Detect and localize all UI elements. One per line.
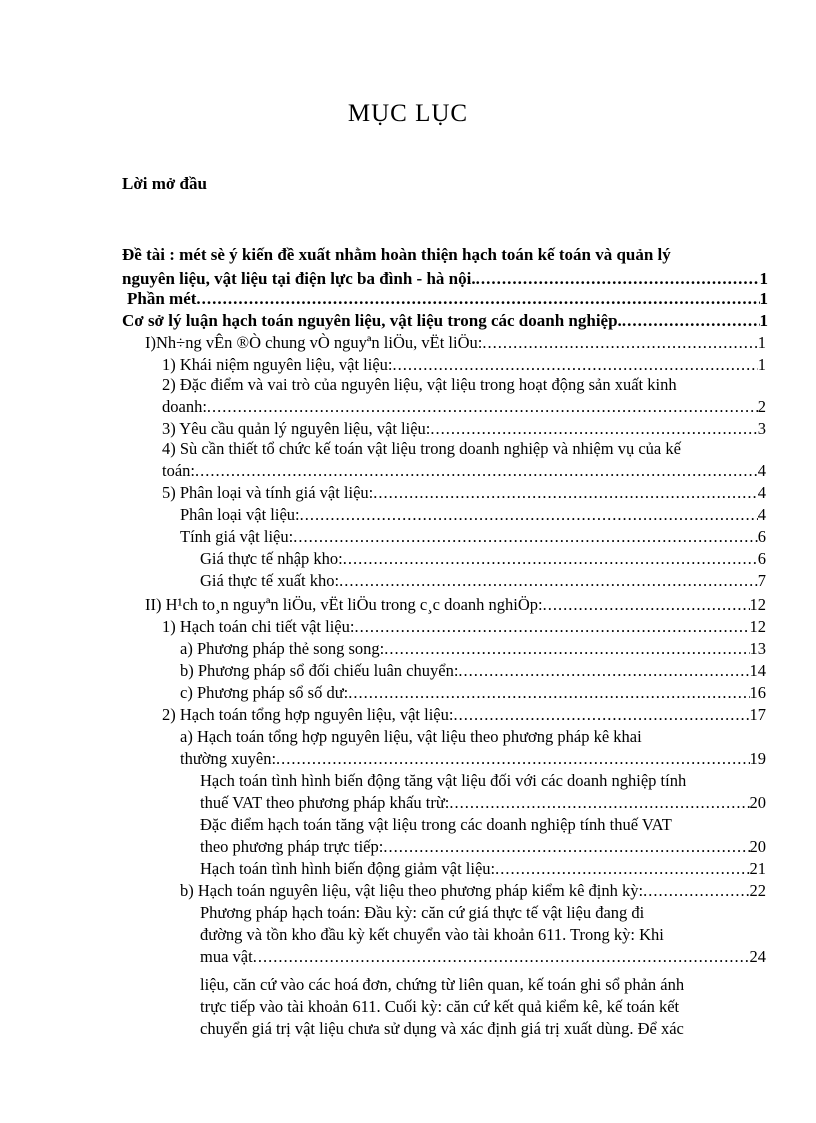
toc-entry <box>162 354 766 376</box>
toc-entry <box>200 570 766 592</box>
toc-page-number: 19 <box>749 749 766 768</box>
toc-entry-text: II) H¹ch to¸n nguyªn liÖu, vËt liÖu trong c¸c doanh nghiÖp: <box>145 595 543 614</box>
toc-leader-dots <box>543 594 750 616</box>
toc-page-number: 14 <box>749 661 766 680</box>
toc-entry-continued <box>200 814 672 836</box>
toc-page-number: 1 <box>759 269 768 288</box>
toc-leader-dots <box>383 836 749 858</box>
toc-entry <box>200 946 766 968</box>
toc-entry-continued <box>200 974 684 996</box>
toc-entry <box>200 858 766 880</box>
toc-entry <box>180 748 766 770</box>
toc-leader-dots <box>449 792 749 814</box>
toc-entry-text: Đặc điểm hạch toán tăng vật liệu trong các doanh nghiệp tính thuế VAT <box>200 815 672 834</box>
toc-entry-topic <box>122 268 768 290</box>
toc-leader-dots <box>354 616 749 638</box>
toc-entry <box>162 616 766 638</box>
toc-entry-continued <box>162 438 681 460</box>
toc-entry-text: nguyên liệu, vật liệu tại điện lực ba đình - hà nội. <box>122 269 476 288</box>
toc-entry-continued <box>200 902 644 924</box>
toc-entry-text: doanh: <box>162 397 207 416</box>
toc-page-number: 12 <box>749 617 766 636</box>
toc-entry-text: Giá thực tế nhập kho: <box>200 549 343 568</box>
toc-page-number: 1 <box>757 333 766 352</box>
toc-entry-text: 5) Phân loại và tính giá vật liệu: <box>162 483 374 502</box>
toc-entry <box>180 682 766 704</box>
toc-leader-dots <box>293 526 758 548</box>
toc-page-number: 7 <box>757 571 766 590</box>
toc-entry-text: 3) Yêu cầu quản lý nguyên liệu, vật liệu: <box>162 419 431 438</box>
toc-entry <box>200 792 766 814</box>
toc-leader-dots <box>643 880 749 902</box>
toc-leader-dots <box>392 354 757 376</box>
toc-entry <box>180 660 766 682</box>
toc-entry-text: Hạch toán tình hình biến động giảm vật liệu: <box>200 859 496 878</box>
toc-entry-continued <box>162 374 677 396</box>
toc-leader-dots <box>384 638 749 660</box>
toc-page-number: 4 <box>757 505 766 524</box>
toc-entry-text: Giá thực tế xuất kho: <box>200 571 340 590</box>
toc-entry-text: chuyển giá trị vật liệu chưa sử dụng và xác định giá trị xuất dùng. Để xác <box>200 1019 684 1038</box>
toc-leader-dots <box>373 482 758 504</box>
toc-leader-dots <box>458 660 749 682</box>
toc-entry-text: 1) Hạch toán chi tiết vật liệu: <box>162 617 355 636</box>
toc-entry-text: I)Nh÷ng vÊn ®Ò chung vÒ nguyªn liÖu, vËt liÖu: <box>145 333 483 352</box>
toc-entry-text: 2) Đặc điểm và vai trò của nguyên liệu, vật liệu trong hoạt động sản xuất kinh <box>162 375 677 394</box>
toc-page-number: 1 <box>757 355 766 374</box>
toc-page-number: 4 <box>757 483 766 502</box>
toc-entry <box>122 310 768 332</box>
toc-entry-text: c) Phương pháp sổ số dư: <box>180 683 349 702</box>
toc-entry-text: thường xuyên: <box>180 749 277 768</box>
toc-entry <box>180 526 766 548</box>
toc-entry-continued <box>180 726 642 748</box>
topic-text-1: Đề tài : mét sè ý kiến đề xuất nhằm hoàn thiện hạch toán kế toán và quản lý <box>122 245 671 264</box>
toc-leader-dots <box>300 504 758 526</box>
toc-leader-dots <box>622 310 760 332</box>
toc-page-number: 1 <box>759 289 768 308</box>
toc-page-number: 13 <box>749 639 766 658</box>
toc-leader-dots <box>348 682 749 704</box>
toc-entry <box>200 836 766 858</box>
toc-entry <box>162 418 766 440</box>
toc-page-number: 3 <box>757 419 766 438</box>
toc-entry-text: mua vật <box>200 947 253 966</box>
toc-entry <box>162 460 766 482</box>
toc-entry-text: liệu, căn cứ vào các hoá đơn, chứng từ liên quan, kế toán ghi sổ phản ánh <box>200 975 685 994</box>
toc-leader-dots <box>339 570 758 592</box>
toc-entry-text: trực tiếp vào tài khoản 611. Cuối kỳ: căn cứ kết quả kiểm kê, kế toán kết <box>200 997 680 1016</box>
toc-page-number: 4 <box>757 461 766 480</box>
toc-page-number: 21 <box>749 859 766 878</box>
toc-entry-text: 4) Sù cần thiết tổ chức kế toán vật liệu trong doanh nghiệp và nhiệm vụ của kế <box>162 439 681 458</box>
toc-entry <box>145 594 766 616</box>
toc-page-number: 6 <box>757 527 766 546</box>
toc-entry-text: b) Phương pháp sổ đối chiếu luân chuyển: <box>180 661 459 680</box>
toc-entry-text: 1) Khái niệm nguyên liệu, vật liệu: <box>162 355 393 374</box>
toc-entry <box>180 504 766 526</box>
toc-entry <box>145 332 766 354</box>
toc-leader-dots <box>207 396 758 418</box>
toc-leader-dots <box>453 704 749 726</box>
toc-page-number: 22 <box>749 881 766 900</box>
intro-heading: Lời mở đầu <box>122 174 207 193</box>
toc-entry-text: theo phương pháp trực tiếp: <box>200 837 384 856</box>
toc-page-number: 6 <box>757 549 766 568</box>
toc-entry-continued <box>200 996 679 1018</box>
toc-entry <box>180 880 766 902</box>
toc-entry-text: a) Phương pháp thẻ song song: <box>180 639 385 658</box>
toc-entry-text: b) Hạch toán nguyên liệu, vật liệu theo phương pháp kiểm kê định kỳ: <box>180 881 644 900</box>
toc-entry-text: đường và tồn kho đầu kỳ kết chuyển vào tài khoản 611. Trong kỳ: Khi <box>200 925 664 944</box>
toc-page-number: 20 <box>749 793 766 812</box>
toc-page-number: 16 <box>749 683 766 702</box>
toc-entry-text: Phân loại vật liệu: <box>180 505 300 524</box>
toc-page-number: 12 <box>749 595 766 614</box>
toc-entry-text: Hạch toán tình hình biến động tăng vật liệu đối với các doanh nghiệp tính <box>200 771 687 790</box>
toc-entry <box>127 288 768 310</box>
toc-leader-dots <box>195 460 758 482</box>
toc-entry-continued <box>200 924 664 946</box>
toc-entry-text: toán: <box>162 461 195 480</box>
toc-entry <box>200 548 766 570</box>
toc-leader-dots <box>196 288 759 310</box>
toc-leader-dots <box>482 332 757 354</box>
toc-entry-text: 2) Hạch toán tổng hợp nguyên liệu, vật liệu: <box>162 705 454 724</box>
toc-page-number: 17 <box>749 705 766 724</box>
toc-leader-dots <box>253 946 750 968</box>
toc-entry <box>180 638 766 660</box>
toc-leader-dots <box>343 548 758 570</box>
toc-entry-text: Phương pháp hạch toán: Đầu kỳ: căn cứ giá thực tế vật liệu đang đi <box>200 903 645 922</box>
toc-entry-text: thuế VAT theo phương pháp khấu trừ: <box>200 793 450 812</box>
toc-leader-dots <box>476 268 760 290</box>
toc-entry-text: a) Hạch toán tổng hợp nguyên liệu, vật liệu theo phương pháp kê khai <box>180 727 642 746</box>
toc-entry <box>162 396 766 418</box>
toc-entry <box>162 704 766 726</box>
toc-leader-dots <box>430 418 757 440</box>
toc-entry <box>162 482 766 504</box>
page-title: MỤC LỤC <box>347 100 469 127</box>
toc-entry-text: Cơ sở lý luận hạch toán nguyên liệu, vật liệu trong các doanh nghiệp. <box>122 311 622 330</box>
toc-entry-text: Tính giá vật liệu: <box>180 527 294 546</box>
toc-page-number: 1 <box>759 311 768 330</box>
toc-page-number: 20 <box>749 837 766 856</box>
toc-leader-dots <box>495 858 749 880</box>
toc-leader-dots <box>276 748 749 770</box>
toc-entry-continued <box>200 1018 684 1040</box>
toc-entry-text: Phần mét <box>127 289 197 308</box>
toc-page-number: 24 <box>749 947 766 966</box>
toc-page-number: 2 <box>757 397 766 416</box>
topic-line-1 <box>122 244 768 266</box>
toc-entry-continued <box>200 770 686 792</box>
